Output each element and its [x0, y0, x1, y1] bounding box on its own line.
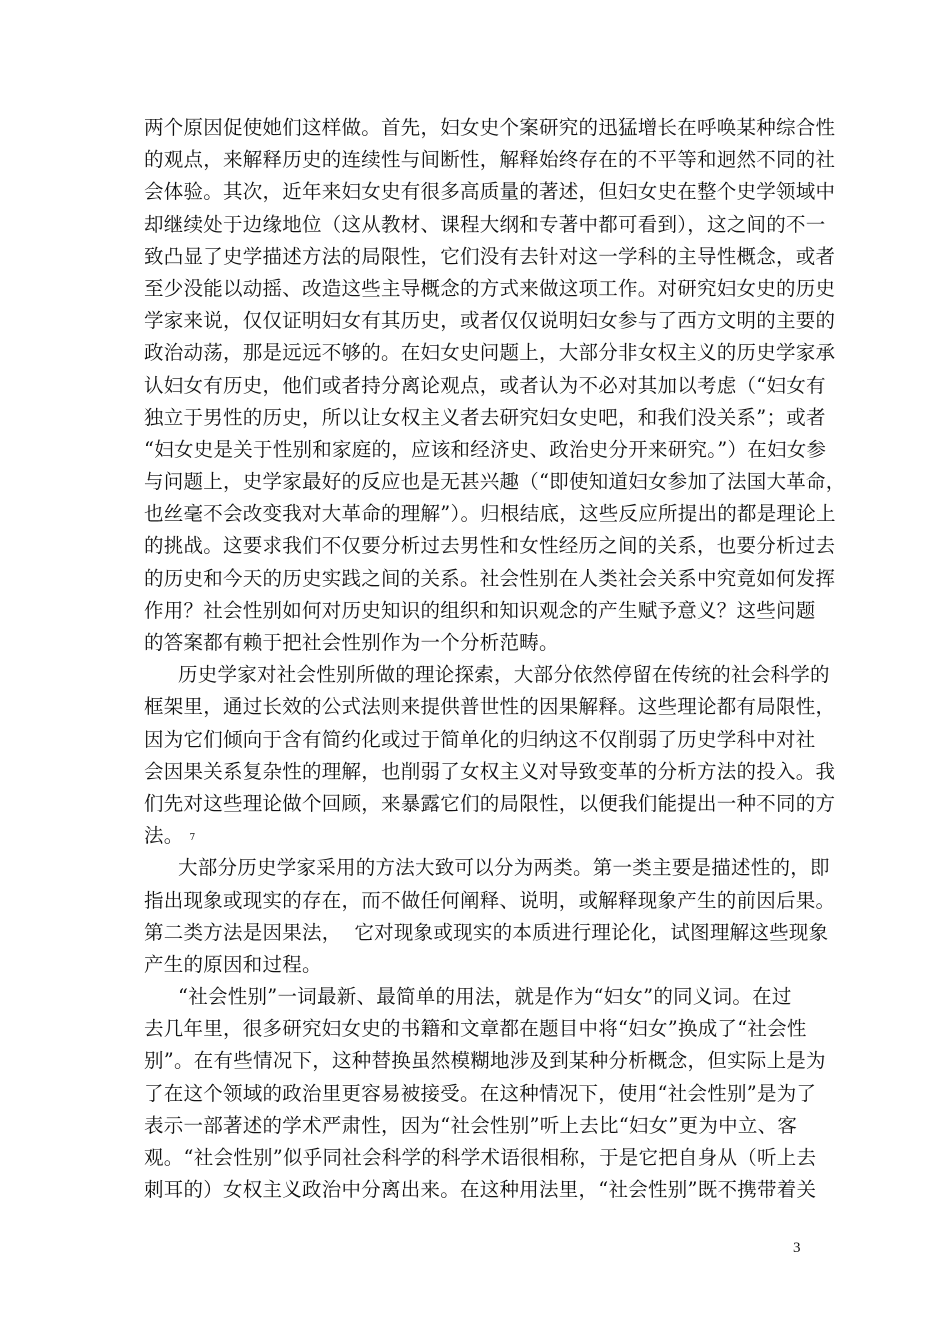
text-line: 也丝毫不会改变我对大革命的理解”）。归根结底，这些反应所提出的都是理论上 — [144, 502, 836, 526]
text-line: 因为它们倾向于含有简约化或过于简单化的归纳这不仅削弱了历史学科中对社 — [144, 727, 816, 751]
text-line: 独立于男性的历史，所以让女权主义者去研究妇女史吧，和我们没关系”；或者 — [144, 405, 826, 429]
text-line: 了在这个领域的政治里更容易被接受。在这种情况下，使用“社会性别”是为了 — [144, 1081, 817, 1105]
text-line: 两个原因促使她们这样做。首先，妇女史个案研究的迅猛增长在呼唤某种综合性 — [144, 116, 836, 139]
text-line-with-footnote — [144, 820, 808, 852]
text-line: 会体验。其次，近年来妇女史有很多高质量的著述，但妇女史在整个史学领域中 — [144, 180, 836, 204]
text-line: 学家来说，仅仅证明妇女有其历史，或者仅仅说明妇女参与了西方文明的主要的 — [144, 309, 836, 333]
text-line: 至少没能以动摇、改造这些主导概念的方式来做这项工作。对研究妇女史的历史 — [144, 276, 836, 300]
paragraph-2 — [144, 659, 836, 852]
text-line: 第二类方法是因果法， 它对现象或现实的本质进行理论化，试图理解这些现象 — [144, 920, 829, 944]
text-line: 的答案都有赖于把社会性别作为一个分析范畴。 — [144, 631, 559, 654]
text-line: 认妇女有历史，他们或者持分离论观点，或者认为不必对其加以考虑（“妇女有 — [144, 373, 826, 397]
paragraph-3 — [144, 852, 836, 981]
text-line: 作用？社会性别如何对历史知识的组织和知识观念的产生赋予意义？这些问题 — [144, 598, 816, 622]
text-line: “妇女史是关于性别和家庭的，应该和经济史、政治史分开来研究。”）在妇女参 — [144, 437, 827, 461]
footnote-reference[interactable]: 7 — [189, 833, 196, 844]
paragraph-1 — [144, 112, 846, 659]
text-line: “社会性别”一词最新、最简单的用法，就是作为“妇女”的同义词。在过 — [178, 985, 792, 1009]
text-line: 表示一部著述的学术严肃性，因为“社会性别”听上去比“妇女”更为中立、客 — [144, 1113, 798, 1137]
text-line: 刺耳的）女权主义政治中分离出来。在这种用法里，“社会性别”既不携带着关 — [144, 1178, 817, 1202]
text-line: 却继续处于边缘地位（这从教材、课程大纲和专著中都可看到），这之间的不一 — [144, 212, 826, 236]
text-line: 政治动荡，那是远远不够的。在妇女史问题上，大部分非女权主义的历史学家承 — [144, 341, 836, 365]
text-line: 与问题上，史学家最好的反应也是无甚兴趣（“即使知道妇女参加了法国大革命， — [144, 470, 846, 494]
body-text — [144, 112, 846, 1206]
text-line: 会因果关系复杂性的理解，也削弱了女权主义对导致变革的分析方法的投入。我 — [144, 759, 836, 783]
text-line: 的历史和今天的历史实践之间的关系。社会性别在人类社会关系中究竟如何发挥 — [144, 566, 836, 590]
text-line: 去几年里，很多研究妇女史的书籍和文章都在题目中将“妇女”换成了“社会性 — [144, 1017, 807, 1041]
text-line: 观。“社会性别”似乎同社会科学的科学术语很相称，于是它把自身从（听上去 — [144, 1146, 817, 1169]
text-line: 们先对这些理论做个回顾，来暴露它们的局限性，以便我们能提出一种不同的方 — [144, 791, 836, 815]
text-line: 历史学家对社会性别所做的理论探索，大部分依然停留在传统的社会科学的 — [178, 663, 830, 687]
text-line: 的观点，来解释历史的连续性与间断性，解释始终存在的不平等和迥然不同的社 — [144, 148, 836, 172]
text-line: 产生的原因和过程。 — [144, 952, 322, 976]
text-line: 致凸显了史学描述方法的局限性，它们没有去针对这一学科的主导性概念，或者 — [144, 244, 836, 268]
page-number: 3 — [793, 1240, 801, 1256]
text-line: 法。 — [144, 824, 184, 848]
text-line: 别”。在有些情况下，这种替换虽然模糊地涉及到某种分析概念，但实际上是为 — [144, 1049, 826, 1073]
text-line: 大部分历史学家采用的方法大致可以分为两类。第一类主要是描述性的，即 — [178, 856, 830, 880]
text-line: 的挑战。这要求我们不仅要分析过去男性和女性经历之间的关系，也要分析过去 — [144, 534, 836, 558]
text-line: 框架里，通过长效的公式法则来提供普世性的因果解释。这些理论都有局限性， — [144, 695, 836, 719]
text-line: 指出现象或现实的存在，而不做任何阐释、说明，或解释现象产生的前因后果。 — [144, 888, 836, 912]
paragraph-4 — [144, 981, 826, 1206]
